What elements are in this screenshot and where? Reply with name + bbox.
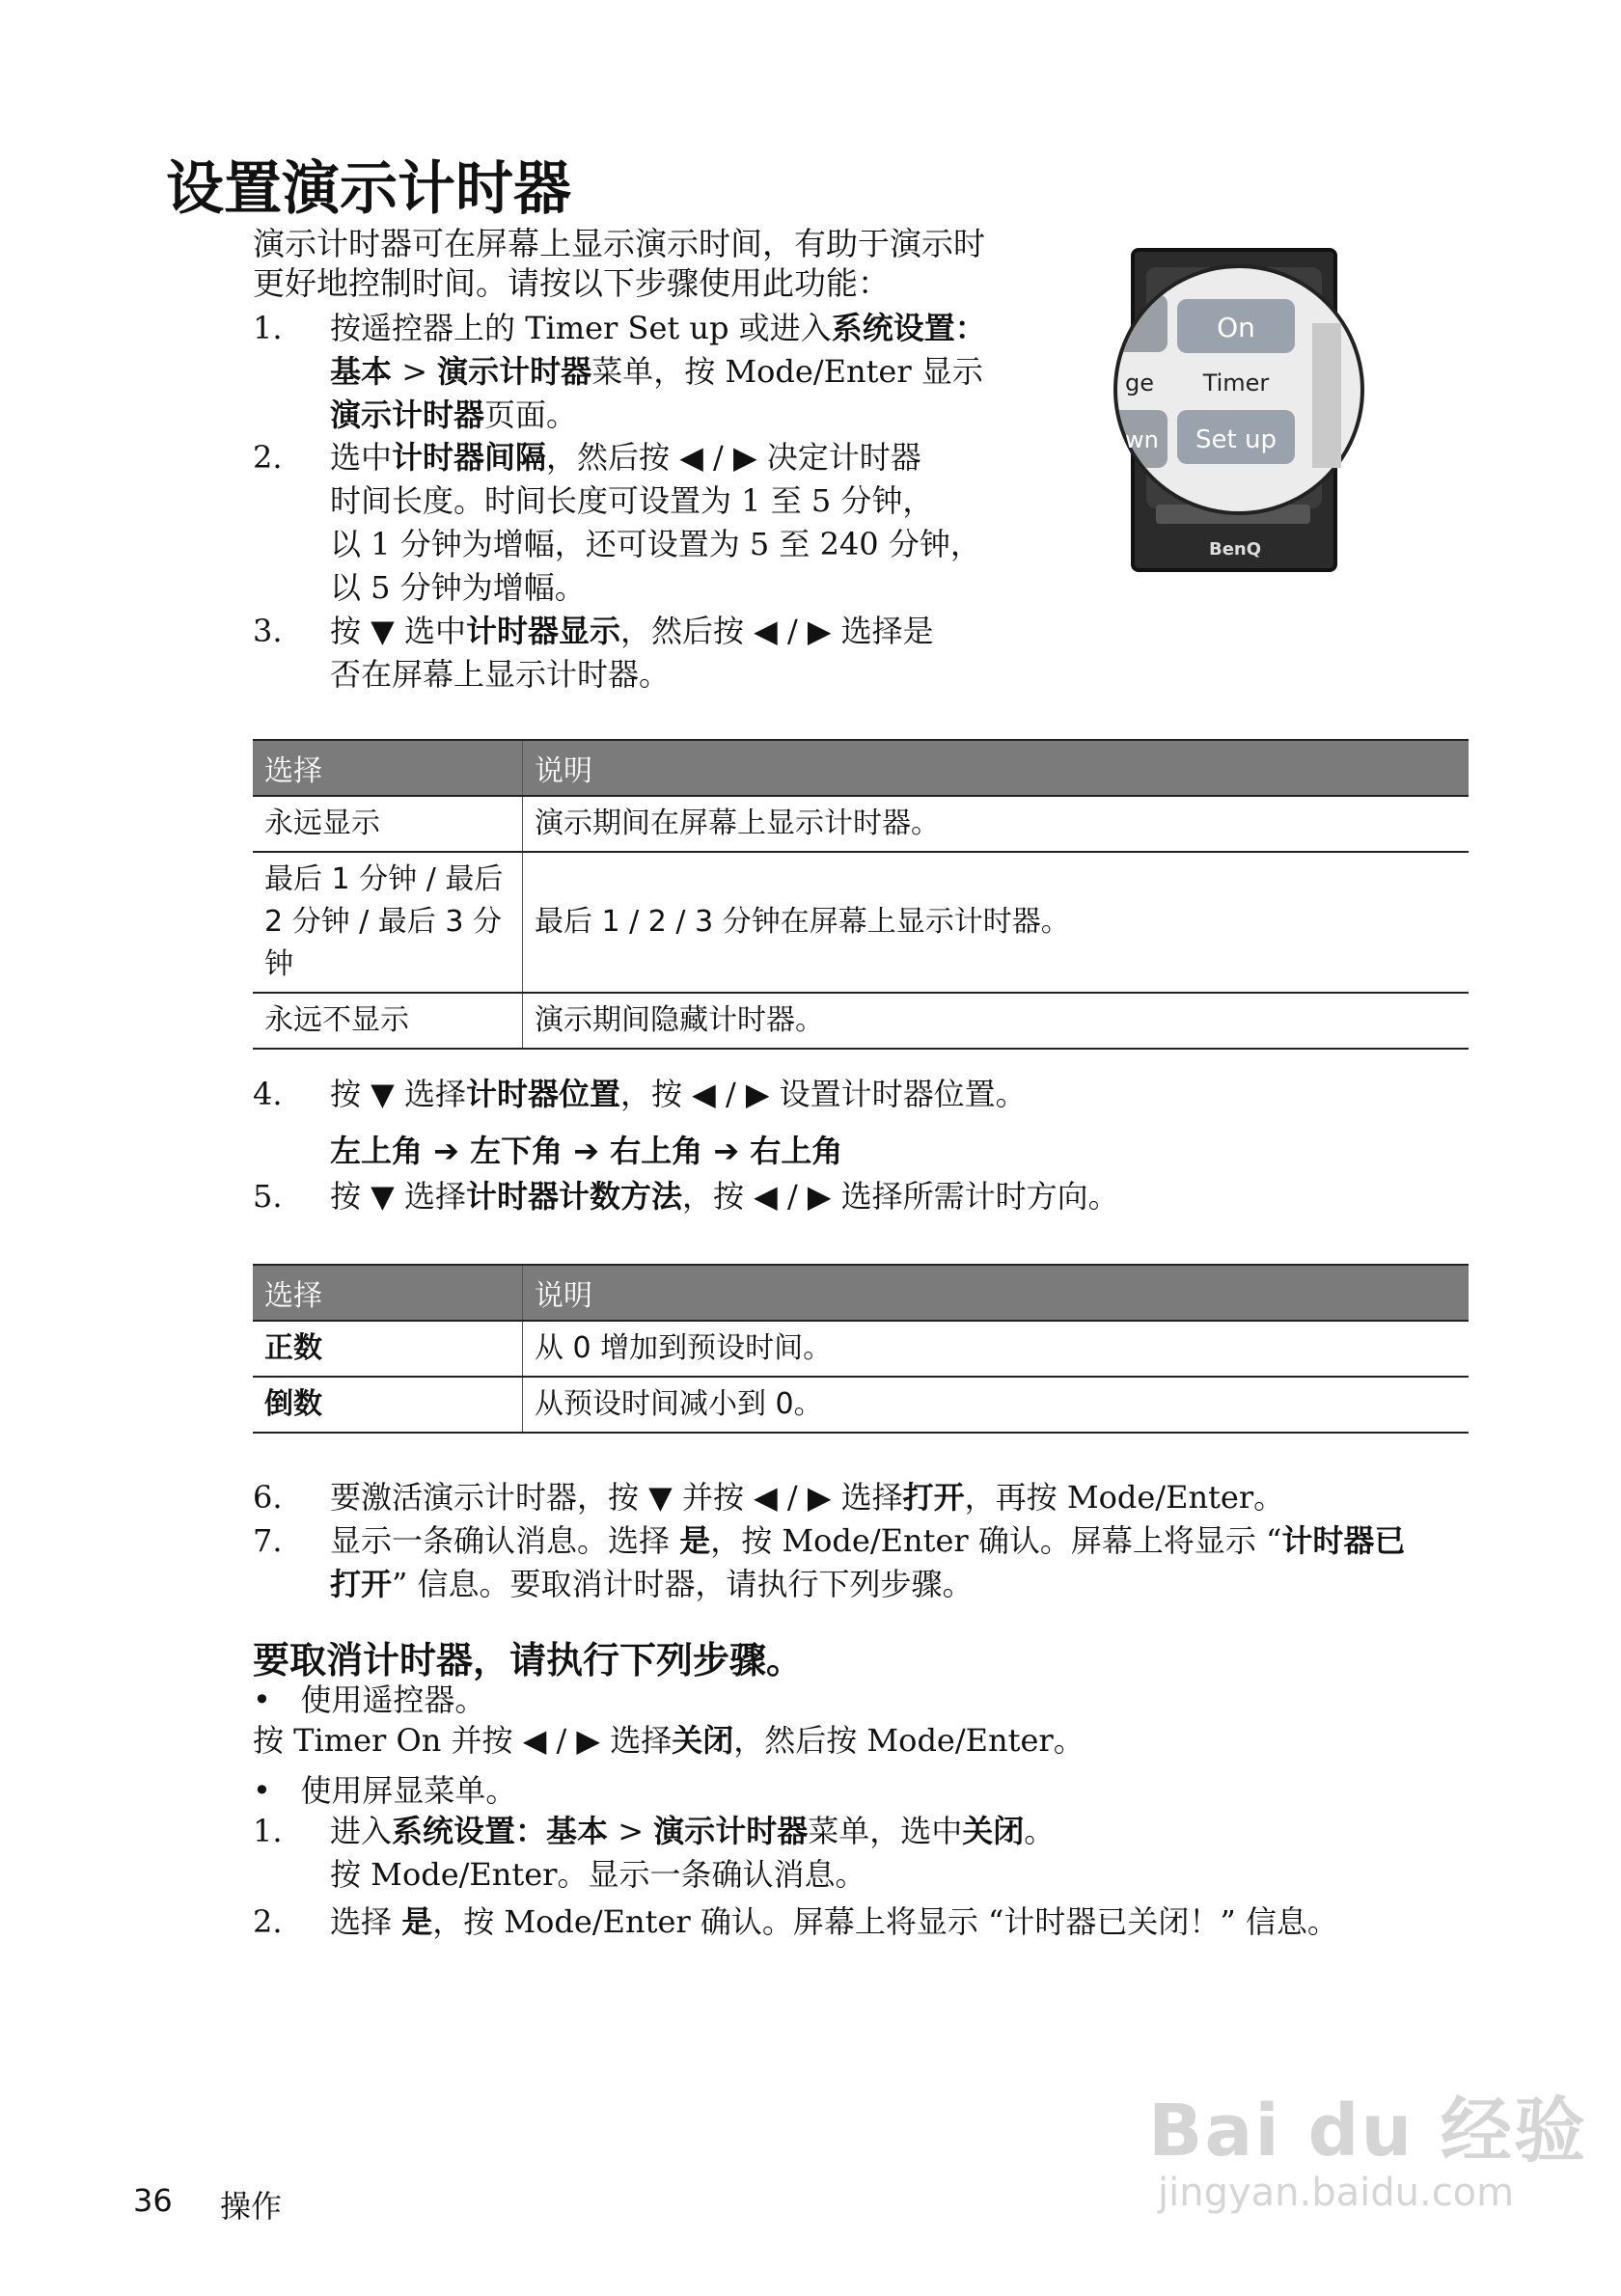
position-sequence — [330, 1127, 842, 1171]
bold-text: 关闭 — [962, 1813, 1025, 1849]
text: 菜单，选中 — [808, 1813, 963, 1849]
remote-left-top-label: ge — [1125, 369, 1154, 396]
step-body — [330, 610, 934, 697]
bold-text: 演示计时器 — [437, 353, 592, 390]
step-number: 3. — [253, 613, 283, 649]
step-line — [330, 610, 934, 653]
step-body — [330, 1073, 1027, 1116]
remote-brand-logo: BenQ — [1208, 539, 1262, 560]
text: 以 5 分钟为增幅。 — [330, 569, 586, 606]
step-line — [330, 436, 981, 479]
text: 以 1 分钟为增幅，还可设置为 5 至 240 分钟， — [330, 526, 981, 562]
table2-cell: 倒数 — [253, 1377, 523, 1433]
step-body — [330, 1810, 1055, 1897]
display-options-table — [253, 739, 1469, 1050]
text: 菜单，按 Mode/Enter 显示 — [591, 353, 983, 390]
remote-cancel-line — [253, 1719, 1085, 1762]
step-line — [330, 1073, 1027, 1116]
arrow-right-icon: ➔ — [573, 1133, 611, 1169]
remote-setup-label: Set up — [1195, 425, 1277, 454]
text: 否在屏幕上显示计时器。 — [330, 656, 671, 693]
text: > — [392, 353, 438, 390]
bold-text: 计时器显示 — [465, 613, 620, 649]
text: 或进入 — [728, 310, 832, 346]
remote-on-label: On — [1217, 312, 1255, 343]
page-number: 36 — [133, 2182, 173, 2219]
table2-cell: 正数 — [253, 1321, 523, 1377]
remote-left-bottom-label: wn — [1125, 426, 1159, 453]
text: 要激活演示计时器，按 ▼ 并按 ◀ / ▶ 选择 — [330, 1479, 903, 1516]
table2-header-desc: 说明 — [523, 1265, 1470, 1321]
step-body — [330, 1519, 1405, 1606]
step-number: 1. — [253, 310, 283, 346]
table-row — [253, 1321, 1469, 1377]
remote-control-illustration — [1125, 246, 1380, 574]
bullet-text: 使用屏显菜单。 — [300, 1772, 517, 1809]
step-number: 2. — [253, 1903, 283, 1940]
text: 进入 — [330, 1813, 393, 1849]
step-line — [330, 653, 934, 697]
text: 选择 — [330, 1903, 402, 1940]
table1-cell: 演示期间在屏幕上显示计时器。 — [523, 796, 1470, 852]
text: 按 ▼ 选中 — [330, 613, 466, 649]
text: 按 ▼ 选择 — [330, 1076, 466, 1112]
bold-text: 关闭 — [672, 1722, 734, 1759]
bullet-icon: • — [253, 1681, 301, 1718]
text: 页面。 — [484, 396, 578, 433]
text: ，按 Mode/Enter 确认。屏幕上将显示 “ — [710, 1522, 1282, 1559]
step-line — [330, 350, 986, 394]
text: 按 Mode/Enter。显示一条确认消息。 — [330, 1856, 866, 1893]
position-item: 右上角 — [750, 1133, 843, 1169]
cancel-heading: 要取消计时器，请执行下列步骤。 — [253, 1639, 804, 1681]
watermark-url: jingyan.baidu.com — [1158, 2171, 1515, 2215]
bold-text: 系统设置： — [831, 310, 986, 346]
page-title: 设置演示计时器 — [166, 155, 571, 223]
step-body — [330, 436, 981, 610]
step-body — [330, 1900, 1338, 1944]
step-number: 4. — [253, 1076, 283, 1112]
bold-text: 演示计时器 — [653, 1813, 809, 1849]
table1-cell: 最后 1 分钟 / 最后 2 分钟 / 最后 3 分钟 — [253, 852, 523, 993]
step-line — [330, 523, 981, 566]
text: 选中 — [330, 439, 393, 476]
position-item: 左下角 — [470, 1133, 563, 1169]
bullet-osd — [253, 1769, 516, 1812]
step-line — [330, 479, 981, 523]
bold-text: 计时器计数方法 — [465, 1178, 682, 1215]
step-line — [330, 1810, 1055, 1853]
step-body — [330, 307, 986, 437]
section-name: 操作 — [220, 2188, 283, 2225]
table2-header-option: 选择 — [253, 1265, 523, 1321]
bold-text: 演示计时器 — [330, 396, 485, 433]
step-number: 7. — [253, 1522, 283, 1559]
step-line — [330, 1519, 1405, 1563]
step-number: 2. — [253, 439, 283, 476]
step-line — [330, 394, 986, 437]
remote-timer-label: Timer — [1202, 369, 1270, 396]
bold-text: 基本 — [330, 353, 393, 390]
table2-cell: 从预设时间减小到 0。 — [523, 1377, 1470, 1433]
arrow-right-icon: ➔ — [713, 1133, 751, 1169]
text: 显示一条确认消息。选择 — [330, 1522, 680, 1559]
bullet-icon: • — [253, 1772, 301, 1809]
table1-header-desc: 说明 — [523, 740, 1470, 796]
bold-text: 计时器位置 — [465, 1076, 620, 1112]
text: ，然后按 Mode/Enter。 — [733, 1722, 1085, 1759]
table1-cell: 永远显示 — [253, 796, 523, 852]
arrow-right-icon: ➔ — [433, 1133, 471, 1169]
step-body — [330, 1476, 1284, 1519]
bold-text: 是 — [401, 1903, 433, 1940]
step-number: 1. — [253, 1813, 283, 1849]
text: ，然后按 ◀ / ▶ 选择是 — [619, 613, 934, 649]
text: 按遥控器上的 — [330, 310, 526, 346]
step-line — [330, 1175, 1119, 1218]
table1-cell: 永远不显示 — [253, 993, 523, 1049]
baidu-watermark — [1148, 2074, 1587, 2215]
text: 。 — [1024, 1813, 1056, 1849]
watermark-brand: Bai du 经验 — [1148, 2090, 1587, 2173]
text: ，然后按 ◀ / ▶ 决定计时器 — [546, 439, 921, 476]
table-row — [253, 852, 1469, 993]
text: ，按 ◀ / ▶ 选择所需计时方向。 — [681, 1178, 1119, 1215]
table2-cell: 从 0 增加到预设时间。 — [523, 1321, 1470, 1377]
text: > — [608, 1813, 654, 1849]
bullet-text: 使用遥控器。 — [300, 1681, 486, 1718]
text: ，按 Mode/Enter 确认。屏幕上将显示 “计时器已关闭！” 信息。 — [432, 1903, 1338, 1940]
table1-cell: 演示期间隐藏计时器。 — [523, 993, 1470, 1049]
bold-text: 计时器已 — [1281, 1522, 1406, 1559]
table-row — [253, 1377, 1469, 1433]
text: ” 信息。要取消计时器，请执行下列步骤。 — [392, 1566, 974, 1602]
position-item: 右上角 — [610, 1133, 703, 1169]
bold-text: 系统设置：基本 — [392, 1813, 609, 1849]
text: 按 ▼ 选择 — [330, 1178, 466, 1215]
bold-text: 打开 — [902, 1479, 965, 1516]
bold-text: 是 — [679, 1522, 711, 1559]
text: Timer Set up — [525, 310, 729, 346]
step-line — [330, 307, 986, 350]
text: ，按 ◀ / ▶ 设置计时器位置。 — [619, 1076, 1027, 1112]
bold-text: 计时器间隔 — [392, 439, 547, 476]
step-number: 6. — [253, 1479, 283, 1516]
step-number: 5. — [253, 1178, 283, 1215]
bullet-remote — [253, 1679, 485, 1721]
step-line — [330, 1563, 1405, 1606]
position-item: 左上角 — [330, 1133, 424, 1169]
table-row — [253, 993, 1469, 1049]
table1-cell: 最后 1 / 2 / 3 分钟在屏幕上显示计时器。 — [523, 852, 1470, 993]
bold-text: 打开 — [330, 1566, 393, 1602]
table1-header-option: 选择 — [253, 740, 523, 796]
step-line — [330, 1900, 1338, 1944]
step-body — [330, 1175, 1119, 1218]
table-row — [253, 796, 1469, 852]
text: ，再按 Mode/Enter。 — [964, 1479, 1285, 1516]
step-line — [330, 1476, 1284, 1519]
intro-paragraph: 演示计时器可在屏幕上显示演示时间，有助于演示时更好地控制时间。请按以下步骤使用此功能： — [253, 225, 985, 302]
text: 按 Timer On 并按 ◀ / ▶ 选择 — [253, 1722, 673, 1759]
count-method-table — [253, 1264, 1469, 1434]
step-line — [330, 566, 981, 610]
step-line — [330, 1853, 1055, 1897]
text: 时间长度。时间长度可设置为 1 至 5 分钟， — [330, 482, 934, 519]
